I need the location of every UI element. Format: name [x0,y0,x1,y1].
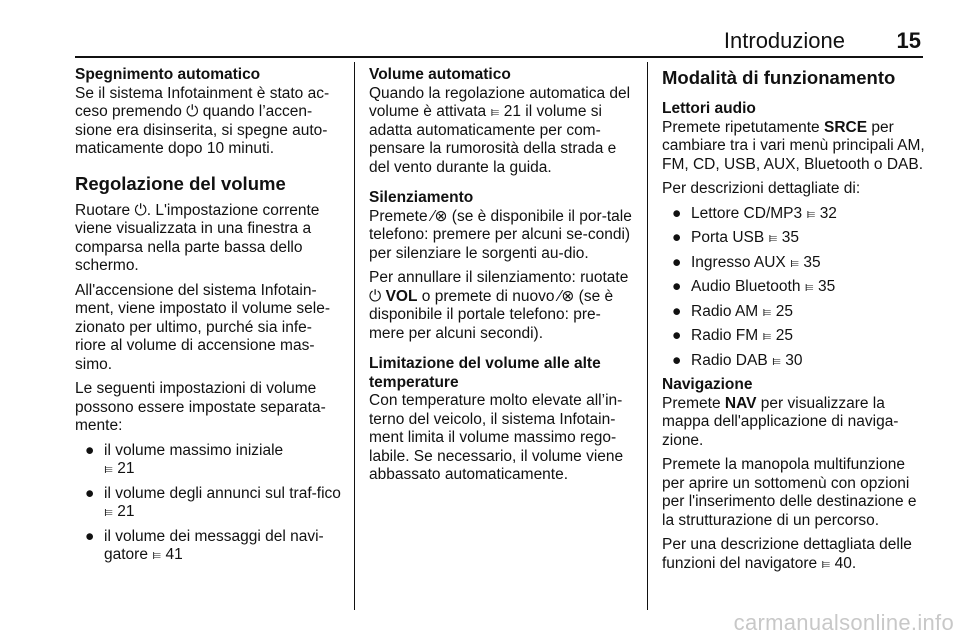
bullet-icon: ● [85,484,95,502]
nav-button-label: NAV [724,394,757,412]
page-ref-arrow-icon: ⫢ [821,554,831,572]
list-item: ● Radio AM ⫢ 25 [672,302,793,320]
list-item: ● il volume dei messaggi del navi-gatore ⫢ 41 [85,527,324,563]
paragraph-multifunction-knob: Premete la manopola multifunzione per aprire un sottomenù con opzioni per l'inserimento delle destinazione e la strutturazione di un percorso. [662,456,917,529]
paragraph-volume-settings: Le seguenti impostazioni di volume possono essere impostate separata-mente: [75,380,326,434]
bullet-icon: ● [672,204,682,222]
power-icon: ⏻ [369,287,382,305]
header-divider [75,56,923,58]
watermark-text: carmanualsonline.info [733,610,954,635]
page-title: Introduzione [723,28,845,53]
list-item: ● Porta USB ⫢ 35 [672,229,800,246]
bullet-icon: ● [672,302,682,320]
paragraph-volume-startup: All'accensione del sistema Infotain-ment, viene impostato il volume sele-zionato per ultimo, purché sia infe-riore al volume di accensione mas-simo. [75,281,331,373]
page-ref-arrow-icon: ⫢ [762,327,772,344]
section-title-navigation: Navigazione [662,376,753,393]
column-2 [369,66,635,491]
column-divider-2 [647,62,648,610]
vol-knob-label: VOL [385,287,418,305]
column-divider-1 [354,62,355,610]
paragraph-navigation: Premete NAV per visualizzare la mappa dell'applicazione di naviga-zione. [662,394,899,449]
column-3 [662,66,928,579]
page-number: 15 [896,28,921,53]
paragraph-auto-off: Se il sistema Infotainment è stato ac-ceso premendo ⏻ quando l’accen-sione era disinserita, si spegne auto-maticamente dopo 10 minuti. [75,84,330,157]
srce-button-label: SRCE [823,118,868,136]
paragraph-descriptions: Per descrizioni dettagliate di: [662,180,861,197]
list-item: ● Ingresso AUX ⫢ 35 [672,253,821,271]
section-title-temp-limit: Limitazione del volume alle alte temperature [369,355,601,391]
list-item: ● Lettore CD/MP3 ⫢ 32 [672,204,837,222]
page-ref-arrow-icon: ⫢ [768,229,778,246]
list-item: ● Radio FM ⫢ 25 [672,327,793,344]
paragraph-volume-rotate: Ruotare ⏻. L'impostazione corrente viene visualizzata in una finestra a comparsa nella parte bassa dello schermo. [75,201,320,274]
section-title-audio-players: Lettori audio [662,100,756,117]
page-ref-arrow-icon: ⫢ [762,302,772,320]
paragraph-temp-limit: Con temperature molto elevate all’in-terno del veicolo, il sistema Infotain-ment limita il volume massimo rego-labile. Se necessario, il volume viene abbassato automaticamente. [369,392,624,483]
column-1 [75,66,341,571]
page-ref-arrow-icon: ⫢ [104,460,113,477]
volume-settings-list [75,442,341,565]
list-item: ● il volume degli annunci sul traf-fico ⫢ 21 [85,484,341,520]
bullet-icon: ● [672,327,682,344]
section-heading-volume: Regolazione del volume [75,172,286,194]
bullet-icon: ● [672,253,682,271]
bullet-icon: ● [672,351,682,369]
paragraph-navigator-ref: Per una descrizione dettagliata delle funzioni del navigatore ⫢ 40. [662,536,912,572]
list-item: ● Audio Bluetooth ⫢ 35 [672,278,836,295]
page-ref-arrow-icon: ⫢ [152,546,162,563]
section-title-auto-off: Spegnimento automatico [75,66,261,83]
mute-icon: ⁄⊗ [558,287,575,305]
list-item: ● il volume massimo iniziale ⫢ 21 [85,441,284,477]
mute-icon: ⁄⊗ [431,207,448,225]
page-ref-arrow-icon: ⫢ [790,253,800,271]
paragraph-auto-volume: Quando la regolazione automatica del volume è attivata ⫢ 21 il volume si adatta automaticamente per com-pensare la rumorosità della strada e del vento durante la guida. [369,84,631,176]
section-title-auto-volume: Volume automatico [369,66,511,83]
paragraph-audio-players: Premete ripetutamente SRCE per cambiare tra i vari menù principali AM, FM, CD, USB, AUX, Bluetooth o DAB. [662,118,925,173]
audio-sources-list [662,205,928,371]
section-title-mute: Silenziamento [369,189,474,206]
page-ref-arrow-icon: ⫢ [804,278,814,295]
list-item: ● Radio DAB ⫢ 30 [672,351,803,369]
bullet-icon: ● [85,441,95,459]
paragraph-mute: Premete ⁄⊗ (se è disponibile il por-tale telefono: premere per alcuni se-condi) per silenziare le sorgenti au-dio. [369,207,632,262]
bullet-icon: ● [672,229,682,246]
bullet-icon: ● [85,527,95,545]
page-ref-arrow-icon: ⫢ [806,204,816,222]
paragraph-unmute: Per annullare il silenziamento: ruotate ⏻ VOL o premete di nuovo ⁄⊗ (se è disponibile il portale telefono: pre-mere per alcuni secondi). [369,269,629,342]
page-ref-arrow-icon: ⫢ [772,351,781,369]
page-ref-arrow-icon: ⫢ [104,503,113,520]
section-heading-modes: Modalità di funzionamento [662,67,896,88]
page-header [75,28,923,54]
page-ref-arrow-icon: ⫢ [490,103,500,120]
power-icon: ⏻ [186,103,199,120]
bullet-icon: ● [672,278,682,295]
power-icon: ⏻ [134,201,147,219]
